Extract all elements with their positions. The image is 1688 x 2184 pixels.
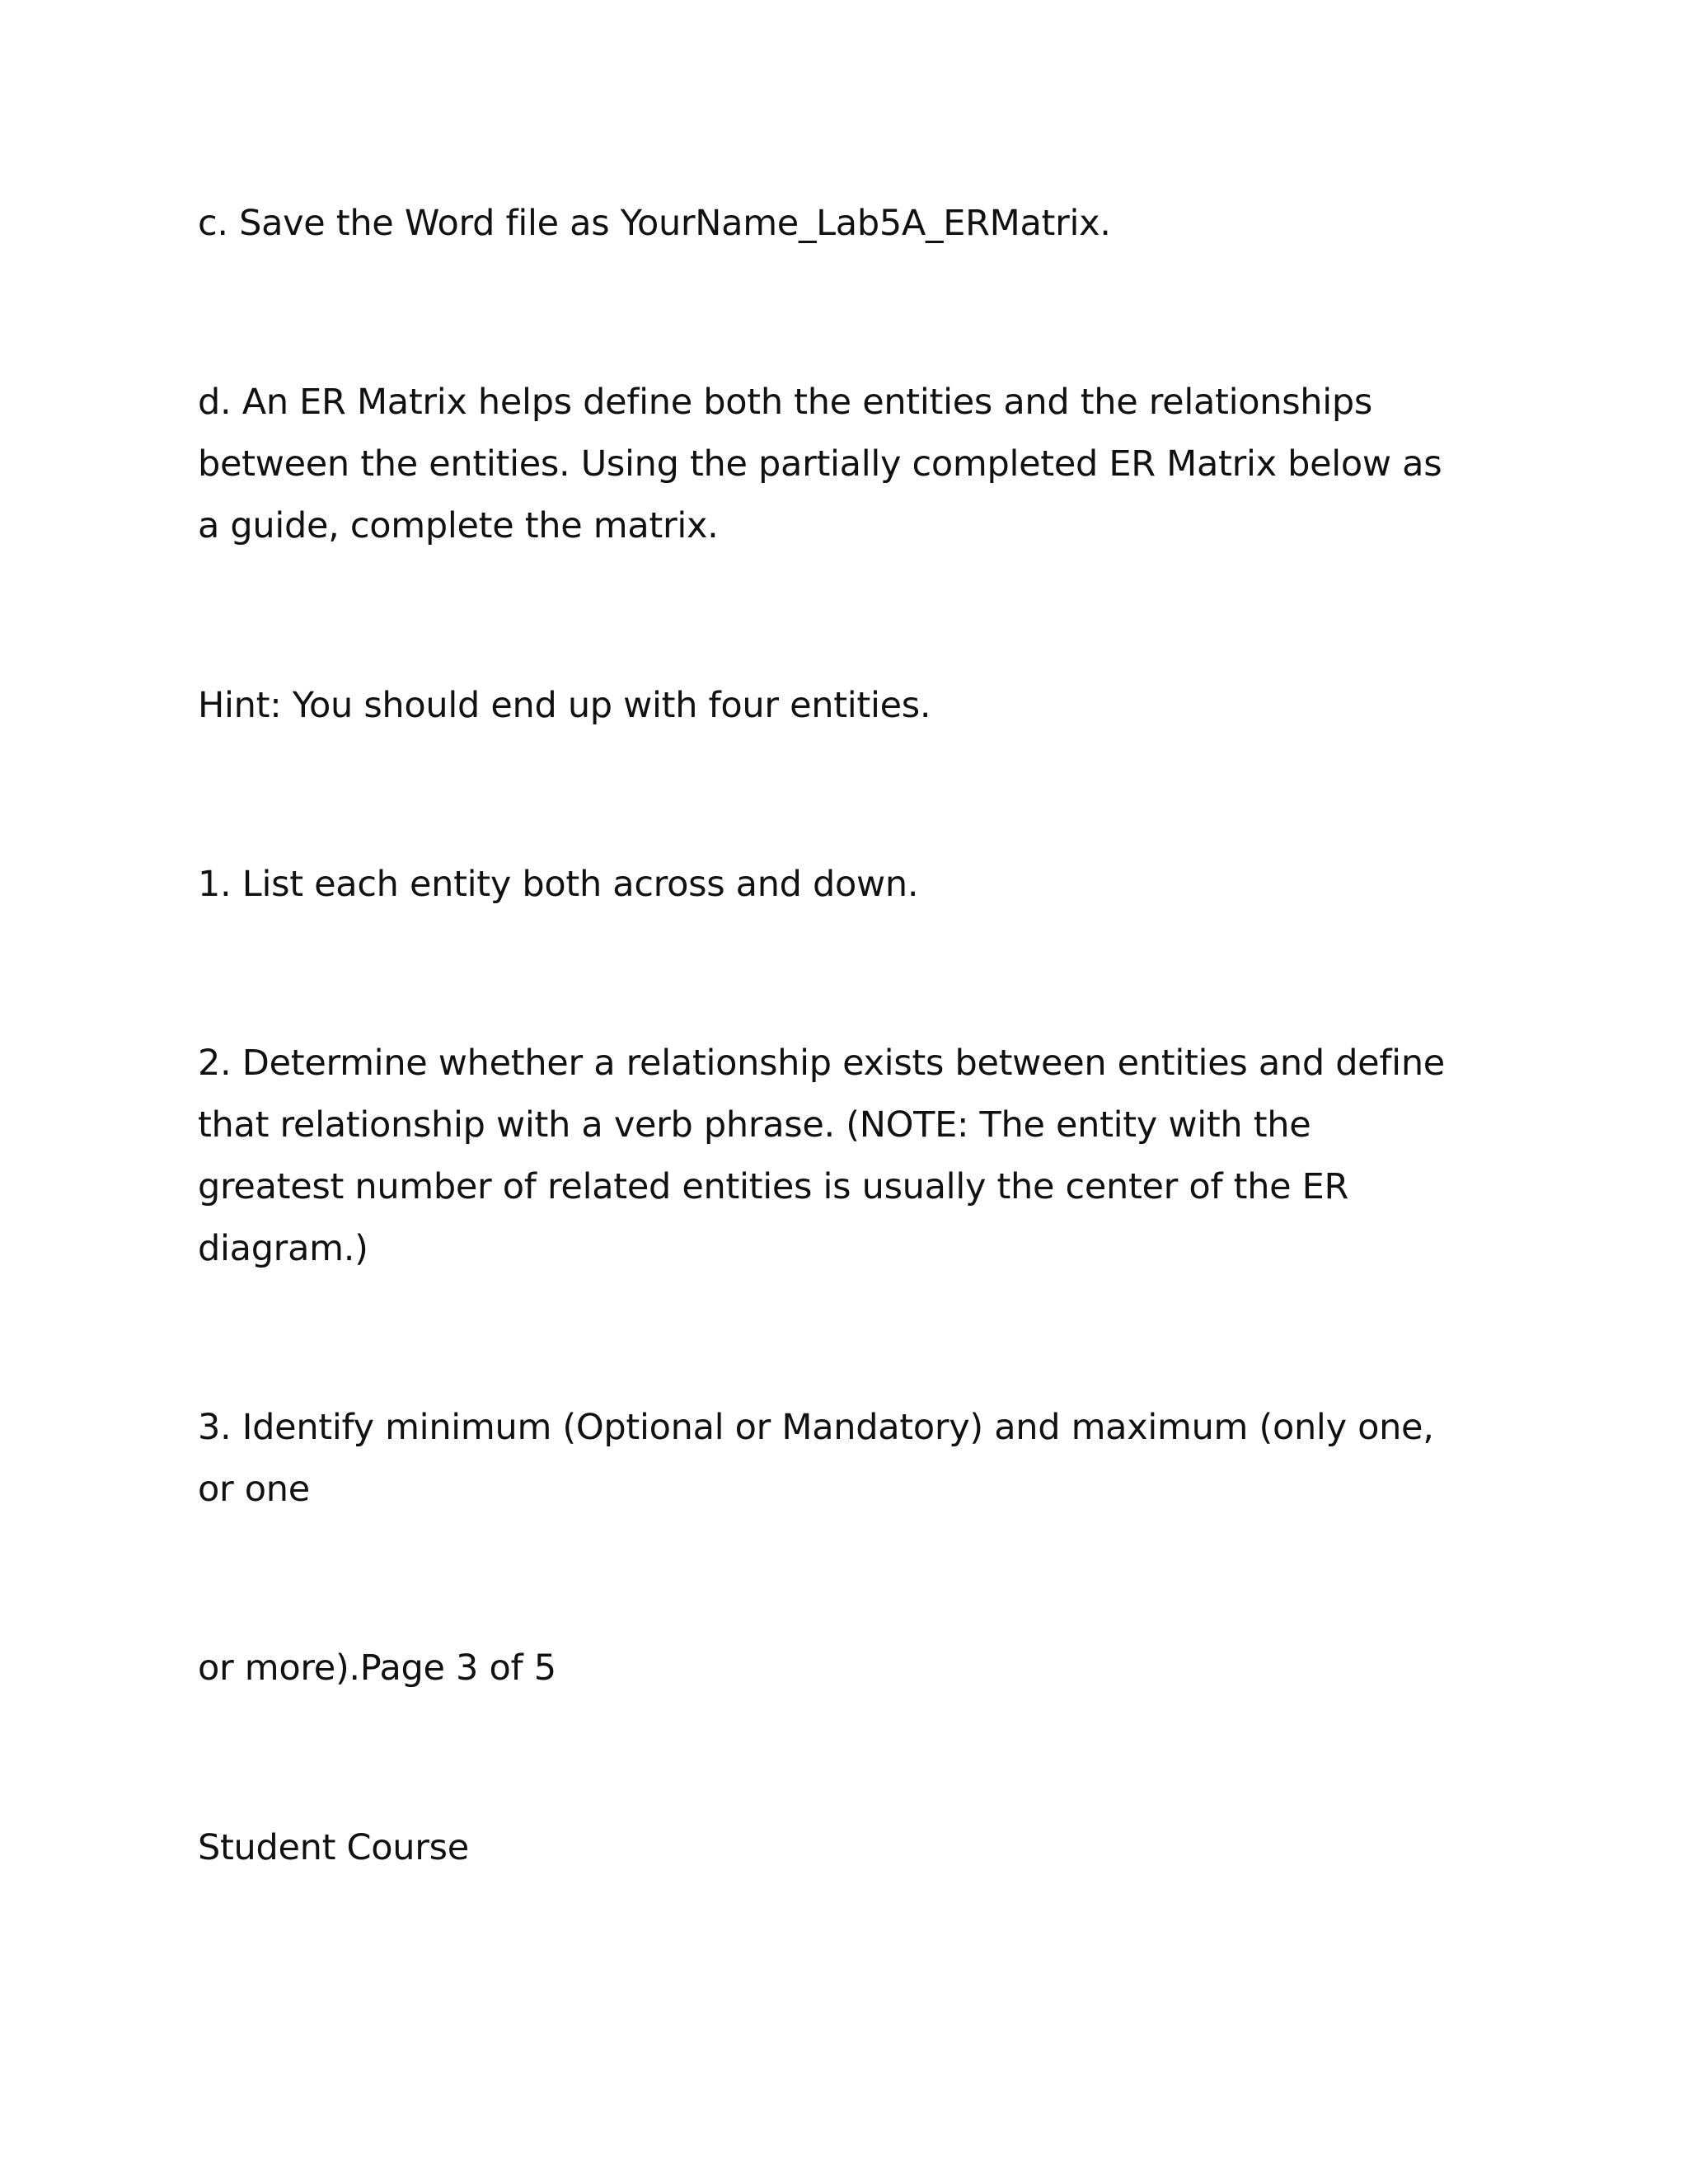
text-line: greatest number of related entities is usually the center of the ER [198,1166,1349,1207]
text-line: that relationship with a verb phrase. (NOTE: The entity with the [198,1104,1311,1146]
text-line: a guide, complete the matrix. [198,505,719,546]
text-line: d. An ER Matrix helps define both the entities and the relationships [198,382,1372,423]
text-line: diagram.) [198,1228,368,1269]
text-line: or one [198,1469,310,1510]
paragraph-hint: Hint: You should end up with four entities. [198,685,931,726]
text-line: 3. Identify minimum (Optional or Mandatory) and maximum (only one, [198,1407,1434,1448]
paragraph-step-3 [198,1397,1484,1521]
text-line: between the entities. Using the partially completed ER Matrix below as [198,443,1442,485]
text-line: 2. Determine whether a relationship exists between entities and define [198,1043,1445,1084]
paragraph-save-file: c. Save the Word file as YourName_Lab5A_ERMatrix. [198,203,1111,244]
paragraph-step-3-continued: or more).Page 3 of 5 [198,1647,556,1689]
paragraph-step-2 [198,1033,1484,1280]
paragraph-matrix-header: Student Course [198,1827,469,1868]
paragraph-step-1: 1. List each entity both across and down. [198,864,919,905]
paragraph-er-matrix-intro [198,372,1484,557]
